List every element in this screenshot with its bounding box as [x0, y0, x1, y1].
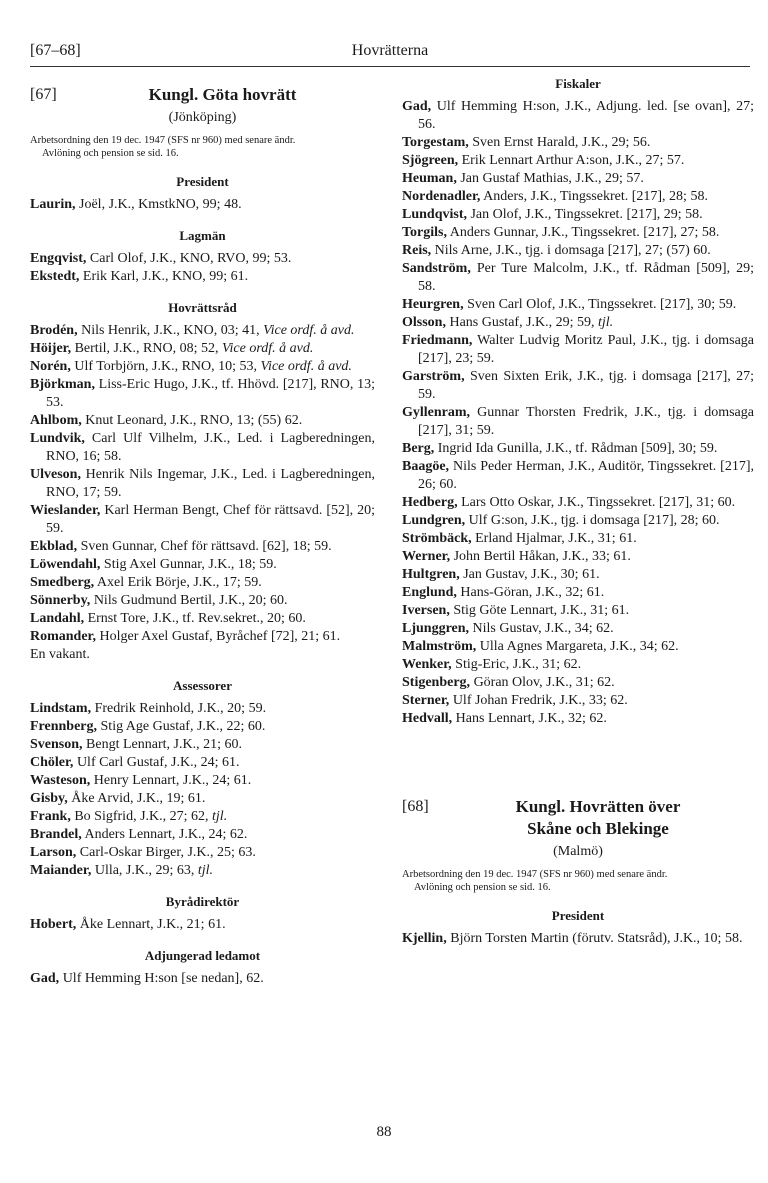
list-item	[402, 440, 754, 458]
person-surname: Lundgren,	[402, 513, 466, 528]
list-item	[402, 458, 754, 494]
right-column	[402, 76, 754, 948]
person-surname: Brodén,	[30, 323, 78, 338]
person-details: Sven Sixten Erik, J.K., tjg. i domsaga [217], 27; 59.	[418, 369, 754, 402]
person-details: Ulf Johan Fredrik, J.K., 33; 62.	[449, 693, 628, 708]
person-details: Jan Gustaf Mathias, J.K., 29; 57.	[456, 171, 644, 186]
running-title: Hovrätterna	[351, 42, 429, 59]
list-item	[402, 656, 754, 674]
page-number: 88	[376, 1124, 392, 1140]
person-details: Lars Otto Oskar, J.K., Tingssekret. [217], 31; 60.	[457, 495, 736, 510]
list-item	[30, 718, 375, 736]
person-surname: Sjögreen,	[402, 153, 459, 168]
person-surname: Norén,	[30, 359, 71, 374]
person-surname: Svenson,	[30, 737, 83, 752]
page-header	[30, 42, 750, 66]
list-item	[30, 808, 375, 826]
list-item	[30, 790, 375, 808]
person-surname: Björkman,	[30, 377, 95, 392]
person-details: Axel Erik Börje, J.K., 17; 59.	[94, 575, 262, 590]
person-surname: Iversen,	[402, 603, 450, 618]
spacer	[402, 728, 754, 788]
person-surname: Landahl,	[30, 611, 85, 626]
person-role-italic: tjl.	[212, 809, 228, 824]
category-heading: President	[551, 908, 605, 923]
person-details: Nils Peder Herman, J.K., Auditör, Tingssekret. [217], 26; 60.	[418, 459, 754, 492]
person-details: Per Ture Malcolm, J.K., tf. Rådman [509], 29; 58.	[418, 261, 754, 294]
section-number: [67]	[30, 86, 57, 103]
category-heading: Fiskaler	[555, 76, 601, 91]
person-surname: Heurgren,	[402, 297, 464, 312]
person-role-italic: Vice ordf. å avd.	[221, 341, 314, 356]
list-item	[30, 754, 375, 772]
person-surname: Friedmann,	[402, 333, 473, 348]
person-surname: Maiander,	[30, 863, 92, 878]
fiskaler-list	[402, 98, 754, 728]
person-surname: Baagöe,	[402, 459, 450, 474]
list-item	[30, 916, 375, 934]
person-details: Walter Ludvig Moritz Paul, J.K., tjg. i domsaga [217], 23; 59.	[418, 333, 754, 366]
person-details: Gunnar Thorsten Fredrik, J.K., tjg. i domsaga [217], 31; 59.	[418, 405, 754, 438]
person-details: Björn Torsten Martin (förutv. Statsråd), J.K., 10; 58.	[446, 931, 743, 946]
category-heading: Lagmän	[179, 228, 226, 243]
person-details: Nils Henrik, J.K., KNO, 03; 41,	[77, 323, 264, 338]
person-surname: Kjellin,	[402, 931, 447, 946]
section-67-heading	[30, 84, 375, 106]
list-item	[402, 620, 754, 638]
header-rule	[30, 66, 750, 67]
list-item	[30, 700, 375, 718]
person-surname: Chöler,	[30, 755, 74, 770]
person-surname: Englund,	[402, 585, 457, 600]
person-surname: Romander,	[30, 629, 96, 644]
person-surname: Wasteson,	[30, 773, 91, 788]
person-details: Ulf Hemming H:son, J.K., Adjung. led. [se ovan], 27; 56.	[418, 99, 754, 132]
person-surname: Ekblad,	[30, 539, 78, 554]
section-city: (Malmö)	[553, 844, 603, 859]
left-column	[30, 76, 375, 988]
person-details: Erland Hjalmar, J.K., 31; 61.	[471, 531, 637, 546]
section-number: [68]	[402, 798, 429, 815]
person-details: Åke Lennart, J.K., 21; 61.	[76, 917, 226, 932]
section-67-groups	[30, 174, 375, 988]
list-item	[30, 376, 375, 412]
person-surname: Engqvist,	[30, 251, 87, 266]
person-details: Hans Lennart, J.K., 32; 62.	[452, 711, 607, 726]
list-item	[402, 512, 754, 530]
list-item	[30, 970, 375, 988]
list-item	[402, 242, 754, 260]
person-surname: Hultgren,	[402, 567, 460, 582]
person-details: Fredrik Reinhold, J.K., 20; 59.	[91, 701, 267, 716]
list-item	[402, 296, 754, 314]
person-surname: Gad,	[402, 99, 432, 114]
person-details: Nils Gustav, J.K., 34; 62.	[469, 621, 614, 636]
entry-list	[30, 322, 375, 646]
person-surname: Torgestam,	[402, 135, 469, 150]
person-surname: Gisby,	[30, 791, 68, 806]
list-item	[30, 736, 375, 754]
note-avloning: Avlöning och pension se sid. 16.	[42, 148, 179, 159]
person-surname: Werner,	[402, 549, 451, 564]
person-surname: Torgils,	[402, 225, 447, 240]
person-details: Stig-Eric, J.K., 31; 62.	[451, 657, 582, 672]
section-note	[402, 868, 754, 894]
section-note	[30, 134, 375, 160]
category-heading: President	[176, 174, 229, 189]
person-details: Carl-Oskar Birger, J.K., 25; 63.	[76, 845, 256, 860]
person-details: Bo Sigfrid, J.K., 27; 62,	[70, 809, 213, 824]
person-details: Carl Olof, J.K., KNO, RVO, 99; 53.	[86, 251, 292, 266]
person-surname: Lindstam,	[30, 701, 92, 716]
list-item	[402, 98, 754, 134]
person-surname: Frennberg,	[30, 719, 98, 734]
person-details: Stig Axel Gunnar, J.K., 18; 59.	[100, 557, 277, 572]
list-item	[30, 574, 375, 592]
person-details: Jan Olof, J.K., Tingssekret. [217], 29; 58.	[466, 207, 703, 222]
person-surname: Höijer,	[30, 341, 72, 356]
person-surname: Frank,	[30, 809, 71, 824]
person-surname: Stigenberg,	[402, 675, 471, 690]
person-surname: Gad,	[30, 971, 60, 986]
list-item	[30, 862, 375, 880]
list-item	[402, 530, 754, 548]
person-surname: Hedvall,	[402, 711, 453, 726]
list-item	[402, 930, 754, 948]
person-surname: Lundqvist,	[402, 207, 467, 222]
list-item	[402, 602, 754, 620]
list-item	[30, 430, 375, 466]
note-arbetsordning: Arbetsordning den 19 dec. 1947 (SFS nr 960) med senare ändr.	[30, 135, 296, 146]
person-surname: Smedberg,	[30, 575, 95, 590]
list-item	[30, 268, 375, 286]
person-surname: Sterner,	[402, 693, 450, 708]
person-surname: Ahlbom,	[30, 413, 82, 428]
person-details: Erik Lennart Arthur A:son, J.K., 27; 57.	[458, 153, 685, 168]
list-item	[402, 584, 754, 602]
person-details: Bertil, J.K., RNO, 08; 52,	[71, 341, 222, 356]
list-item	[30, 340, 375, 358]
person-details: Nils Gudmund Bertil, J.K., 20; 60.	[90, 593, 288, 608]
person-surname: Nordenadler,	[402, 189, 481, 204]
person-details: Henrik Nils Ingemar, J.K., Led. i Lagberedningen, RNO, 17; 59.	[46, 467, 375, 500]
person-details: Sven Gunnar, Chef för rättsavd. [62], 18; 59.	[77, 539, 332, 554]
person-details: Hans Gustaf, J.K., 29; 59,	[445, 315, 599, 330]
person-surname: Heuman,	[402, 171, 457, 186]
person-details: Ulf Hemming H:son [se nedan], 62.	[59, 971, 264, 986]
category-heading: Assessorer	[173, 678, 232, 693]
person-details: Carl Ulf Vilhelm, J.K., Led. i Lagberedningen, RNO, 16; 58.	[46, 431, 375, 464]
person-surname: Berg,	[402, 441, 435, 456]
section-title: Kungl. Göta hovrätt	[148, 85, 297, 104]
note-arbetsordning: Arbetsordning den 19 dec. 1947 (SFS nr 960) med senare ändr.	[402, 869, 668, 880]
president-list	[402, 930, 754, 948]
entry-list	[30, 700, 375, 880]
person-details: Ulf Carl Gustaf, J.K., 24; 61.	[73, 755, 240, 770]
person-details: Jan Gustav, J.K., 30; 61.	[459, 567, 600, 582]
person-details: Liss-Eric Hugo, J.K., tf. Hhövd. [217], RNO, 13; 53.	[46, 377, 375, 410]
person-surname: Reis,	[402, 243, 432, 258]
person-surname: Löwendahl,	[30, 557, 101, 572]
list-item	[402, 710, 754, 728]
person-details: Sven Ernst Harald, J.K., 29; 56.	[468, 135, 651, 150]
person-surname: Ulveson,	[30, 467, 81, 482]
person-details: Nils Arne, J.K., tjg. i domsaga [217], 27; (57) 60.	[431, 243, 711, 258]
list-item	[30, 466, 375, 502]
person-surname: Laurin,	[30, 197, 76, 212]
person-surname: Wieslander,	[30, 503, 101, 518]
person-surname: Gyllenram,	[402, 405, 471, 420]
entry-list	[30, 970, 375, 988]
person-surname: Ekstedt,	[30, 269, 80, 284]
list-item	[30, 628, 375, 646]
person-surname: Brandel,	[30, 827, 82, 842]
vacancy-note: En vakant.	[30, 647, 90, 662]
person-surname: Malmström,	[402, 639, 477, 654]
entry-list	[30, 196, 375, 214]
list-item	[30, 610, 375, 628]
person-details: Göran Olov, J.K., 31; 62.	[470, 675, 615, 690]
person-details: Ulla, J.K., 29; 63,	[91, 863, 198, 878]
list-item	[402, 674, 754, 692]
list-item	[30, 592, 375, 610]
person-surname: Hobert,	[30, 917, 77, 932]
list-item	[402, 152, 754, 170]
person-surname: Ljunggren,	[402, 621, 470, 636]
list-item	[30, 322, 375, 340]
list-item	[30, 772, 375, 790]
person-details: John Bertil Håkan, J.K., 33; 61.	[450, 549, 631, 564]
section-68-heading	[402, 796, 754, 818]
list-item	[402, 566, 754, 584]
list-item	[402, 314, 754, 332]
person-details: Åke Arvid, J.K., 19; 61.	[67, 791, 206, 806]
person-surname: Sönnerby,	[30, 593, 91, 608]
list-item	[402, 638, 754, 656]
list-item	[30, 358, 375, 376]
person-details: Stig Göte Lennart, J.K., 31; 61.	[449, 603, 630, 618]
person-surname: Larson,	[30, 845, 77, 860]
list-item	[402, 224, 754, 242]
person-surname: Lundvik,	[30, 431, 85, 446]
category-heading: Byrådirektör	[165, 894, 240, 909]
person-surname: Strömbäck,	[402, 531, 472, 546]
person-details: Ernst Tore, J.K., tf. Rev.sekret., 20; 60.	[84, 611, 306, 626]
list-item	[30, 502, 375, 538]
list-item	[30, 250, 375, 268]
list-item	[30, 844, 375, 862]
list-item	[402, 134, 754, 152]
list-item	[402, 206, 754, 224]
person-surname: Hedberg,	[402, 495, 458, 510]
person-details: Holger Axel Gustaf, Byråchef [72], 21; 61.	[96, 629, 341, 644]
list-item	[402, 260, 754, 296]
category-heading: Adjungerad ledamot	[144, 948, 261, 963]
entry-list	[30, 916, 375, 934]
list-item	[402, 494, 754, 512]
list-item	[30, 412, 375, 430]
person-details: Knut Leonard, J.K., RNO, 13; (55) 62.	[81, 413, 303, 428]
list-item	[402, 548, 754, 566]
person-details: Joël, J.K., KmstkNO, 99; 48.	[75, 197, 242, 212]
person-details: Anders Lennart, J.K., 24; 62.	[81, 827, 248, 842]
person-details: Bengt Lennart, J.K., 21; 60.	[82, 737, 242, 752]
person-details: Stig Age Gustaf, J.K., 22; 60.	[97, 719, 266, 734]
person-details: Erik Karl, J.K., KNO, 99; 61.	[79, 269, 249, 284]
category-heading: Hovrättsråd	[168, 300, 237, 315]
list-item	[30, 538, 375, 556]
person-details: Ulf Torbjörn, J.K., RNO, 10; 53,	[70, 359, 261, 374]
person-details: Ingrid Ida Gunilla, J.K., tf. Rådman [509], 30; 59.	[434, 441, 718, 456]
note-avloning: Avlöning och pension se sid. 16.	[414, 882, 551, 893]
person-details: Anders Gunnar, J.K., Tingssekret. [217], 27; 58.	[447, 225, 720, 240]
list-item	[402, 332, 754, 368]
person-details: Hans-Göran, J.K., 32; 61.	[456, 585, 605, 600]
person-role-italic: Vice ordf. å avd.	[260, 359, 352, 374]
list-item	[402, 368, 754, 404]
list-item	[402, 170, 754, 188]
person-details: Henry Lennart, J.K., 24; 61.	[90, 773, 252, 788]
person-role-italic: tjl.	[197, 863, 214, 878]
list-item	[402, 404, 754, 440]
person-surname: Garström,	[402, 369, 465, 384]
entry-list	[30, 250, 375, 286]
list-item	[30, 556, 375, 574]
person-details: Karl Herman Bengt, Chef för rättsavd. [52], 20; 59.	[46, 503, 375, 536]
section-title-line-1: Kungl. Hovrätten över	[515, 797, 681, 816]
person-details: Ulf G:son, J.K., tjg. i domsaga [217], 28; 60.	[465, 513, 720, 528]
list-item	[402, 692, 754, 710]
section-city: (Jönköping)	[168, 110, 237, 125]
person-surname: Sandström,	[402, 261, 471, 276]
list-item	[30, 196, 375, 214]
page-range: [67–68]	[30, 42, 81, 59]
person-surname: Olsson,	[402, 315, 446, 330]
person-role-italic: Vice ordf. å avd.	[263, 323, 355, 338]
person-details: Ulla Agnes Margareta, J.K., 34; 62.	[476, 639, 679, 654]
list-item	[402, 188, 754, 206]
person-role-italic: tjl.	[598, 315, 614, 330]
person-surname: Wenker,	[402, 657, 452, 672]
person-details: Sven Carl Olof, J.K., Tingssekret. [217], 30; 59.	[463, 297, 737, 312]
list-item	[30, 826, 375, 844]
person-details: Anders, J.K., Tingssekret. [217], 28; 58.	[480, 189, 708, 204]
section-title-line-2: Skåne och Blekinge	[527, 819, 669, 838]
